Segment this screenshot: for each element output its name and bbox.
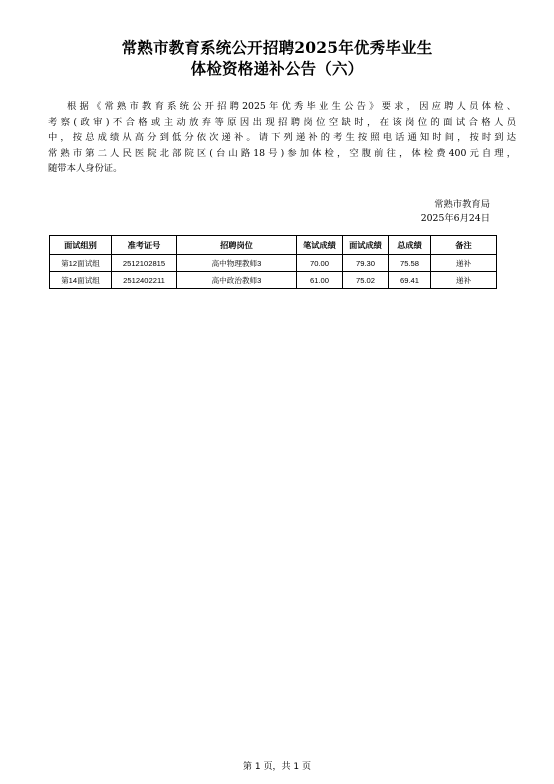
body-line: 随带本人身份证。 (48, 163, 123, 174)
announcement-body (48, 99, 516, 177)
header-position: 招聘岗位 (177, 236, 297, 255)
document-title-line2: 体检资格递补公告（六） (190, 59, 364, 78)
table-row (50, 272, 497, 289)
cell-exam-number: 2512402211 (112, 272, 177, 289)
signature-organization: 常熟市教育局 (434, 199, 490, 210)
cell-remark: 递补 (431, 255, 497, 272)
header-remark: 备注 (431, 236, 497, 255)
body-line: 考察(政审)不合格或主动放弃等原因出现招聘岗位空缺时，在该岗位的面试合格人员 (48, 116, 516, 128)
cell-total-score: 75.58 (389, 255, 431, 272)
cell-interview-group: 第14面试组 (50, 272, 112, 289)
cell-written-score: 70.00 (297, 255, 343, 272)
body-line: 常熟市第二人民医院北部院区(台山路18号)参加体检，空腹前往，体检费400元自理， (48, 147, 516, 159)
candidate-table (49, 235, 497, 289)
cell-interview-group: 第12面试组 (50, 255, 112, 272)
cell-written-score: 61.00 (297, 272, 343, 289)
header-interview-score: 面试成绩 (343, 236, 389, 255)
table-row (50, 255, 497, 272)
cell-remark: 递补 (431, 272, 497, 289)
cell-interview-score: 79.30 (343, 255, 389, 272)
page-number-footer: 第 1 页，共 1 页 (243, 762, 311, 772)
cell-total-score: 69.41 (389, 272, 431, 289)
header-total-score: 总成绩 (389, 236, 431, 255)
cell-position: 高中政治教师3 (177, 272, 297, 289)
table-header-row (50, 236, 497, 255)
header-written-score: 笔试成绩 (297, 236, 343, 255)
body-line: 根据《常熟市教育系统公开招聘2025年优秀毕业生公告》要求，因应聘人员体检、 (67, 101, 516, 112)
cell-exam-number: 2512102815 (112, 255, 177, 272)
header-interview-group: 面试组别 (50, 236, 112, 255)
document-title-line1: 常熟市教育系统公开招聘2025年优秀毕业生 (121, 38, 433, 57)
body-line: 中，按总成绩从高分到低分依次递补。请下列递补的考生按照电话通知时间，按时到达 (48, 132, 516, 143)
cell-position: 高中物理教师3 (177, 255, 297, 272)
cell-interview-score: 75.02 (343, 272, 389, 289)
signature-date: 2025年6月24日 (420, 213, 490, 224)
header-exam-number: 准考证号 (112, 236, 177, 255)
